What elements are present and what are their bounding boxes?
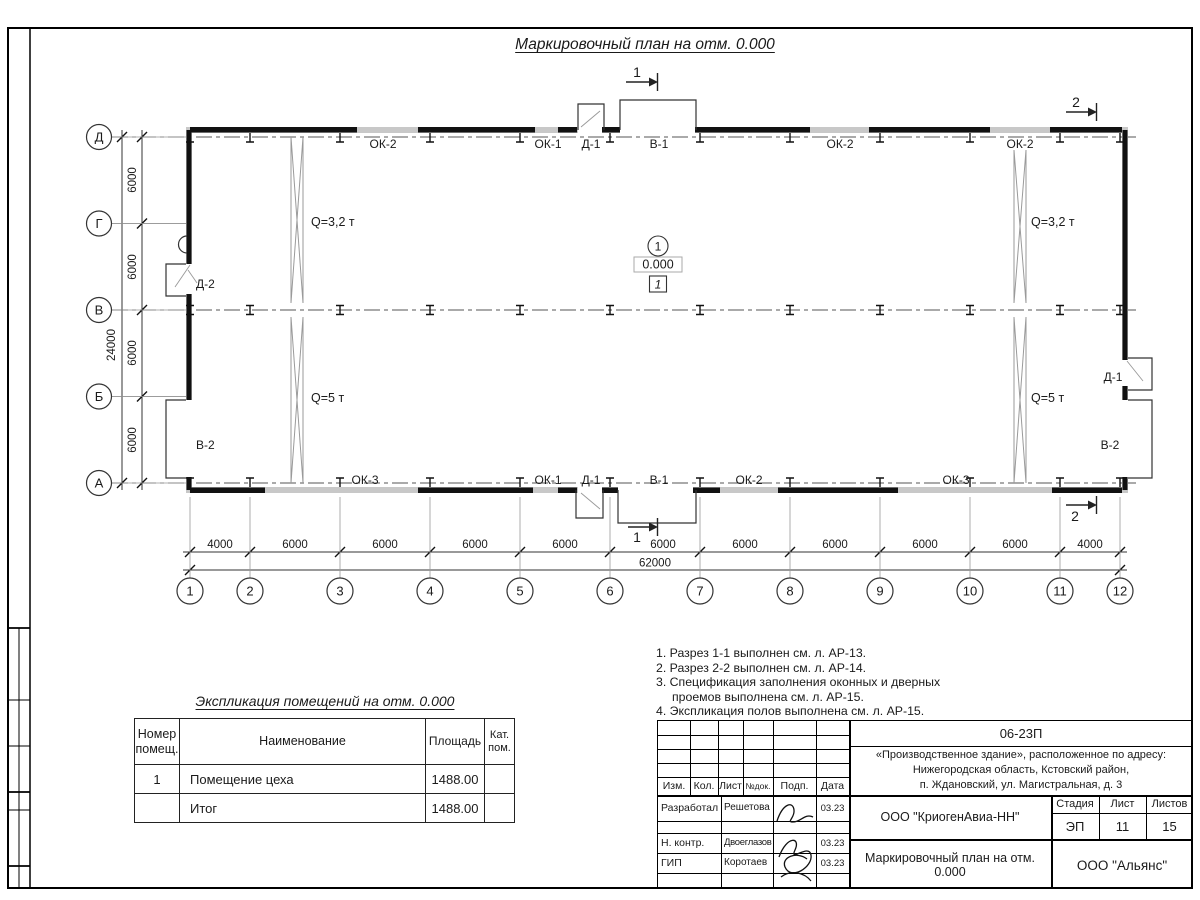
crane-capacity-label: Q=3,2 т [311,215,355,229]
column-header: Кат. пом. [485,719,515,765]
note-item: 3. Спецификация заполнения оконных и дверных проемов выполнена см. л. АР-15. [656,675,941,704]
sheets-label: Листов [1151,798,1188,810]
axis-col-label: 9 [876,583,884,599]
role-label: Н. контр. [661,837,705,849]
wall-opening-label: В-2 [1100,438,1120,452]
axis-row-label: Д [94,129,104,145]
wall-opening-label: Д-1 [581,473,601,487]
col-header-data: Дата [820,780,845,792]
title-block [657,720,1192,888]
wall-opening-label: Д-2 [196,277,215,291]
role-label: Разработал [661,802,719,814]
document-title: Маркировочный план на отм. 0.000 [864,851,1036,879]
role-date: 03.23 [820,857,845,869]
note-item: 4. Экспликация полов выполнена см. л. АР-15. [656,704,925,719]
axis-col-label: 4 [426,583,434,599]
section-mark-number: 2 [1071,508,1079,524]
axis-col-label: 11 [1053,583,1067,599]
room-name-cell: Помещение цеха [180,765,426,794]
table-row [135,794,515,823]
room-number: 1 [654,239,662,254]
room-area-cell: 1488.00 [426,794,485,823]
sheet-label: Лист [1110,798,1135,810]
section-mark-number: 1 [633,529,641,545]
wall-opening-labels [196,137,1123,487]
project-address [849,748,1193,795]
role-date: 03.23 [820,802,845,814]
wall-opening-label: ОК-2 [1006,137,1034,151]
table-header-row [135,719,515,765]
role-date: 03.23 [820,837,845,849]
axis-row-label: В [94,302,104,318]
column-header: Номер помещ. [135,719,180,765]
role-name: Решетова [724,802,770,813]
room-category-cell [485,765,515,794]
role-label: ГИП [661,857,682,869]
axis-col-label: 5 [516,583,524,599]
axis-circles-left [87,125,112,496]
room-area-cell: 1488.00 [426,765,485,794]
stage-value: ЭП [1065,818,1085,834]
dimension-lines [122,130,1127,570]
wall-opening-label: ОК-3 [351,473,379,487]
axis-circles-bottom [177,578,1133,604]
axis-col-label: 6 [606,583,614,599]
axis-lines [112,137,1136,483]
dim-label: 6000 [127,254,139,280]
wall-opening-label: ОК-1 [534,473,562,487]
room-number-cell: 1 [135,765,180,794]
dim-label: 6000 [127,340,139,366]
col-header-izm: Изм. [662,780,686,792]
address-line: «Производственное здание», расположенное по адресу: [875,749,1167,761]
axis-col-label: 7 [696,583,704,599]
entrance-annexes [166,100,1152,523]
elevation-value: 0.000 [642,257,674,272]
customer-org: ООО "Альянс" [1076,857,1168,873]
crane-capacity-label: Q=5 т [1031,391,1065,405]
address-line: Нижегородская область, Кстовский район, [912,764,1130,776]
role-name: Коротаев [724,857,768,868]
dim-label: 6000 [822,539,848,551]
room-marker [634,236,682,292]
axis-col-label: 3 [336,583,344,599]
sheets-total: 15 [1162,818,1177,834]
side-stamp [8,628,30,888]
wall-opening-label: ОК-3 [942,473,970,487]
dim-label: 4000 [207,539,233,551]
sheet-number: 11 [1115,818,1130,834]
col-header-ndok: №док. [745,781,771,791]
explication-table [134,718,515,823]
note-item: 1. Разрез 1-1 выполнен см. л. АР-13. [656,646,867,660]
dim-label: 6000 [912,539,938,551]
wall-opening-label: Д-1 [1103,370,1123,384]
floor-type-number: 1 [654,277,662,292]
wall-opening-label: Д-1 [581,137,601,151]
notes-list [656,646,988,719]
wall-opening-label: В-1 [649,473,669,487]
wall-opening-label: В-1 [649,137,669,151]
axis-row-label: Б [94,389,104,404]
axis-col-label: 8 [786,583,794,599]
dim-total-label: 62000 [639,557,671,570]
signature-scribble [771,795,819,889]
wall-opening-label: В-2 [196,438,215,452]
room-category-cell [485,794,515,823]
explication-title: Экспликация помещений на отм. 0.000 [195,693,455,709]
dimension-labels [106,167,1103,569]
wall-opening-label: ОК-2 [735,473,763,487]
axis-col-label: 12 [1112,583,1128,599]
crane-capacity-label: Q=5 т [311,391,345,405]
dim-label: 6000 [282,539,308,551]
stage-label: Стадия [1056,798,1094,810]
wall-opening-label: ОК-2 [826,137,854,151]
column-header: Площадь [426,719,485,765]
axis-col-label: 1 [186,583,194,599]
table-row [135,765,515,794]
dimension-ticks [117,132,1125,575]
col-header-podp: Подп. [780,780,809,792]
dim-label: 6000 [650,539,676,551]
project-code: 06-23П [999,726,1043,741]
note-item: 2. Разрез 2-2 выполнен см. л. АР-14. [656,660,867,675]
col-header-list: Лист [719,780,742,792]
dim-label: 6000 [372,539,398,551]
section-mark-number: 2 [1072,94,1080,110]
crane-capacity-label: Q=3,2 т [1031,215,1075,229]
drawing-title: Маркировочный план на отм. 0.000 [515,36,775,53]
role-name: Двоеглазов [724,837,772,848]
dim-label: 6000 [127,167,139,193]
col-header-kol: Кол. [693,780,715,792]
address-line: п. Ждановский, ул. Магистральная, д. 3 [919,779,1123,791]
dim-label: 4000 [1077,539,1103,551]
column-header: Наименование [180,719,426,765]
axis-row-label: А [94,475,104,491]
axis-col-label: 10 [962,583,978,599]
room-number-cell [135,794,180,823]
wall-opening-label: ОК-2 [369,137,397,151]
axis-col-label: 2 [246,583,254,599]
dim-label: 6000 [462,539,488,551]
axis-row-label: Г [95,216,103,231]
dim-label: 6000 [127,427,139,453]
wall-opening-label: ОК-1 [534,137,562,151]
extension-lines [112,137,1121,578]
dim-label: 6000 [732,539,758,551]
dim-label: 6000 [1002,539,1028,551]
section-mark-number: 1 [633,64,641,80]
room-name-cell: Итог [180,794,426,823]
dim-total-label: 24000 [106,329,118,361]
design-org: ООО "КриогенАвиа-НН" [880,810,1020,824]
dim-label: 6000 [552,539,578,551]
